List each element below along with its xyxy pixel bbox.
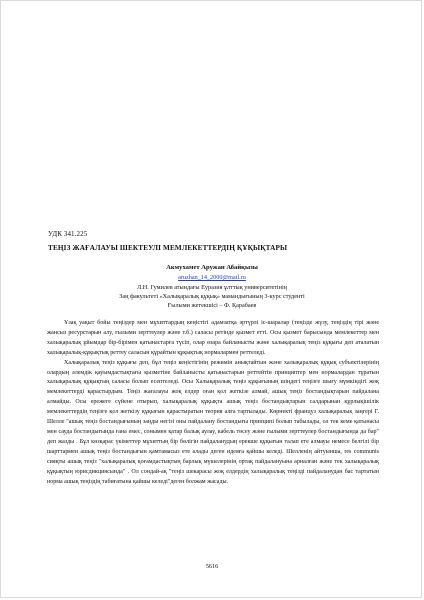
page-number: 5616 [205, 563, 219, 570]
article-body [47, 319, 379, 487]
affiliation-university: Л.Н. Гумилев атындағы Еуразия ұлттық университетінің [137, 284, 287, 291]
article-title: ТЕҢІЗ ЖАҒАЛАУЫ ШЕКТЕУЛІ МЕМЛЕКЕТТЕРДІҢ ҚҰҚЫҚТАРЫ [48, 244, 288, 252]
body-paragraph-2: Халықаралық теңіз құқығы деп, бұл теңіз кеңістігінің режимін анықтайтын және халықаралық құқық субъектілерінің олардың әлемдік қауымдастықтағы қызметіне байланысты қатынастарын реттейтін принциптер мен нормалардан тұратын халықаралық құқықтың саласы болып есептеледі. Осы Халықаралық теңіз құқығының шіңдегі теңізге шығу мүмкіндігі жоқ мемлекеттерді қарастырдым. Теңіз жағалауы жоқ елдер оған қол жеткізе алмай, ашық теңіз бостандықтарын пайдалана алмайды. Осы ережеге сүйене отырып, халықаралық құқықта ашық теңіз бостандықтарын салдарынан құрлықішілік мемлекеттердің теңізге қол жеткізу құқығын қарастыратын теория алға тартылады. Көрнекті француз халықаралық заңгері Г. Шелле "ашық теңіз бостандығының заңды негізі оны пайдалану бостандығы принципі болып табылады, ол тек кеме қатынасы мен сауда бостандығында ғана емес, сонымен қатар балық аулау, кабель төсеу және ғылыми зерттеулер бостандығында да бар" деп жазды . Бұл көзқарас үкіметтер мұхиттың бір бөлігін пайдаланудың ерекше құқығын талап ете алмауы немесе белгілі бір шарттармен ашық теңіз бостандығын қамтамасыз ете алады деген идеяға қайшы келеді. Шелленің айтуынша, res communis сияқты ашық теңіз "халықаралық қоғамдастықтың барлық мүшелерінің ортақ пайдалануына арналған және тек халықаралық құқықтың юрисдикциясында" . Ол сондай-ақ "теңіз шекарасы жоқ елдердің халықаралық теңізді пайдаланудан бас тартатын норма ашық теңіздің табиғатына қайшы келеді"деген болжам жасады. [47, 359, 379, 485]
body-paragraph-1: Ұзақ уақыт бойы теңіздер мен мұхиттардың кеңістігі адамзатқа әртүрлі іс-шаралар (теңізде жүзу, теңіздің тірі және жансыз ресурстарын алу, ғылыми зерттеулер және т.б.) саласы ретінде қызмет етті. Осы қызмет барысында мемлекеттер мен халықаралық ұйымдар бір-бірімен қатынастарға түсіп, олар өзара байланысты және халықаралық теңіз құқығы деп аталатын халықаралық-құқықтық реттеу саласын құрайтын құқықтық нормалармен реттеледі. [47, 320, 379, 356]
author-email-link[interactable]: aruzhan_14_2000@mail.ru [178, 274, 246, 281]
affiliation-faculty: Заң факультеті «Халықаралық құқық» мамандығының 3-курс студенті [119, 293, 305, 300]
affiliation-supervisor: Ғылыми жетекшісі – Ф. Қарабаев [167, 302, 257, 309]
author-name: Акмухамет Аружан Абайқызы [166, 264, 258, 271]
udc-code: УДК 341.225 [48, 230, 88, 238]
